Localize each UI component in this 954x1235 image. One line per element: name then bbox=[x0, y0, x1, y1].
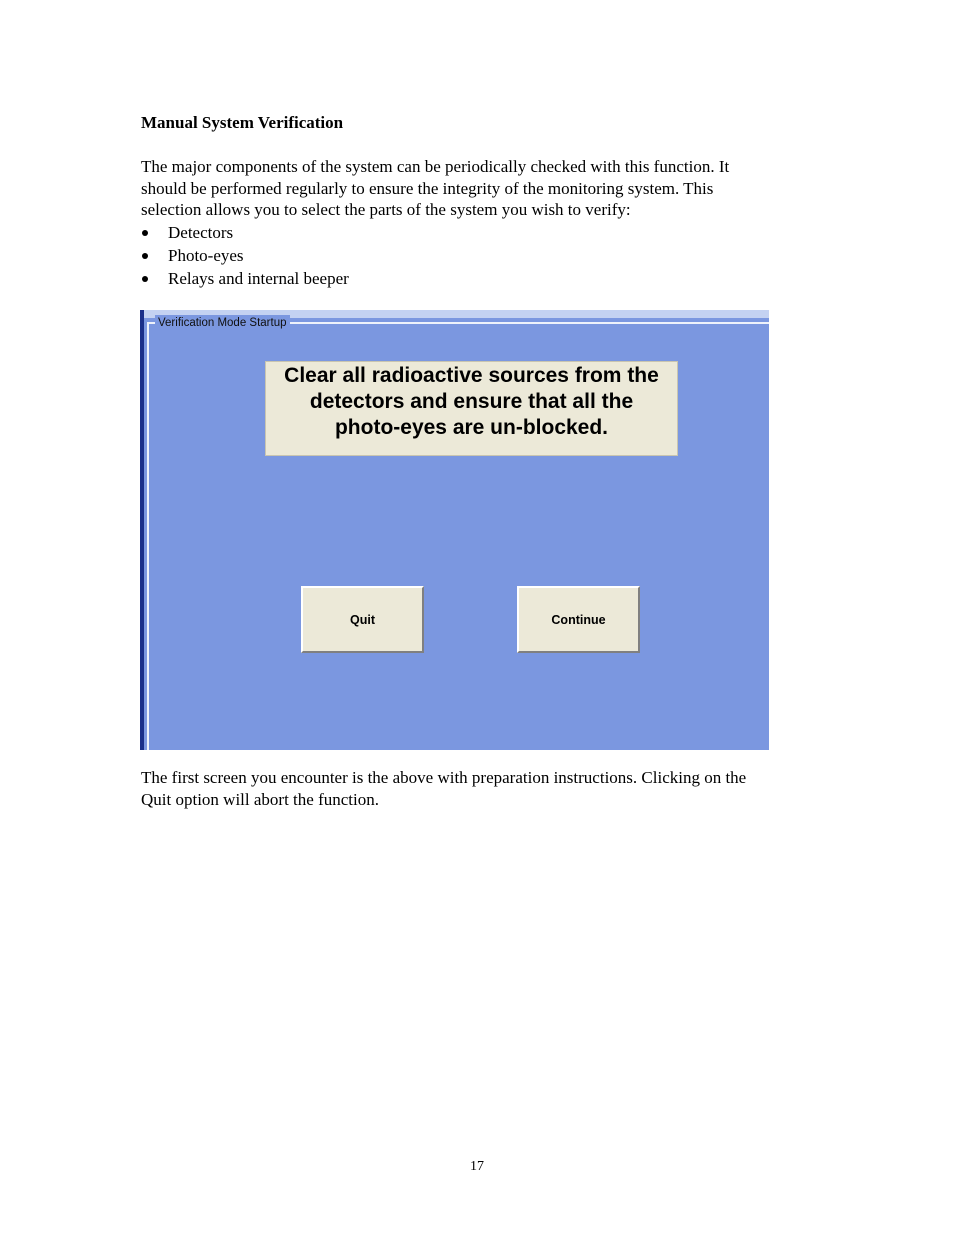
component-list bbox=[141, 221, 349, 290]
list-item-label: Relays and internal beeper bbox=[168, 269, 349, 288]
instruction-message bbox=[265, 361, 678, 456]
groupbox-title: Verification Mode Startup bbox=[155, 315, 290, 331]
quit-button[interactable]: Quit bbox=[301, 586, 424, 653]
followup-line: The first screen you encounter is the above with preparation instructions. Clicking on the bbox=[141, 768, 747, 787]
continue-button[interactable]: Continue bbox=[517, 586, 640, 653]
bullet-icon bbox=[142, 230, 148, 236]
message-line: detectors and ensure that all the bbox=[309, 390, 634, 413]
bullet-icon bbox=[142, 253, 148, 259]
intro-line: The major components of the system can be periodically checked with this function. It bbox=[141, 157, 730, 176]
verification-screenshot bbox=[140, 310, 769, 750]
followup-paragraph bbox=[141, 767, 831, 810]
list-item bbox=[141, 267, 349, 290]
section-heading: Manual System Verification bbox=[141, 113, 344, 132]
intro-paragraph bbox=[141, 156, 831, 221]
message-line: Clear all radioactive sources from the bbox=[284, 364, 659, 387]
intro-line: should be performed regularly to ensure the integrity of the monitoring system. This bbox=[141, 178, 714, 198]
list-item-label: Photo-eyes bbox=[168, 246, 244, 265]
page-number: 17 bbox=[470, 1159, 484, 1174]
bullet-icon bbox=[142, 276, 148, 282]
list-item bbox=[141, 244, 349, 267]
intro-line: selection allows you to select the parts of the system you wish to verify: bbox=[141, 200, 631, 219]
verification-groupbox bbox=[147, 317, 769, 750]
message-line: photo-eyes are un-blocked. bbox=[334, 416, 609, 439]
list-item bbox=[141, 221, 349, 244]
list-item-label: Detectors bbox=[168, 223, 234, 242]
followup-line: Quit option will abort the function. bbox=[141, 789, 379, 809]
